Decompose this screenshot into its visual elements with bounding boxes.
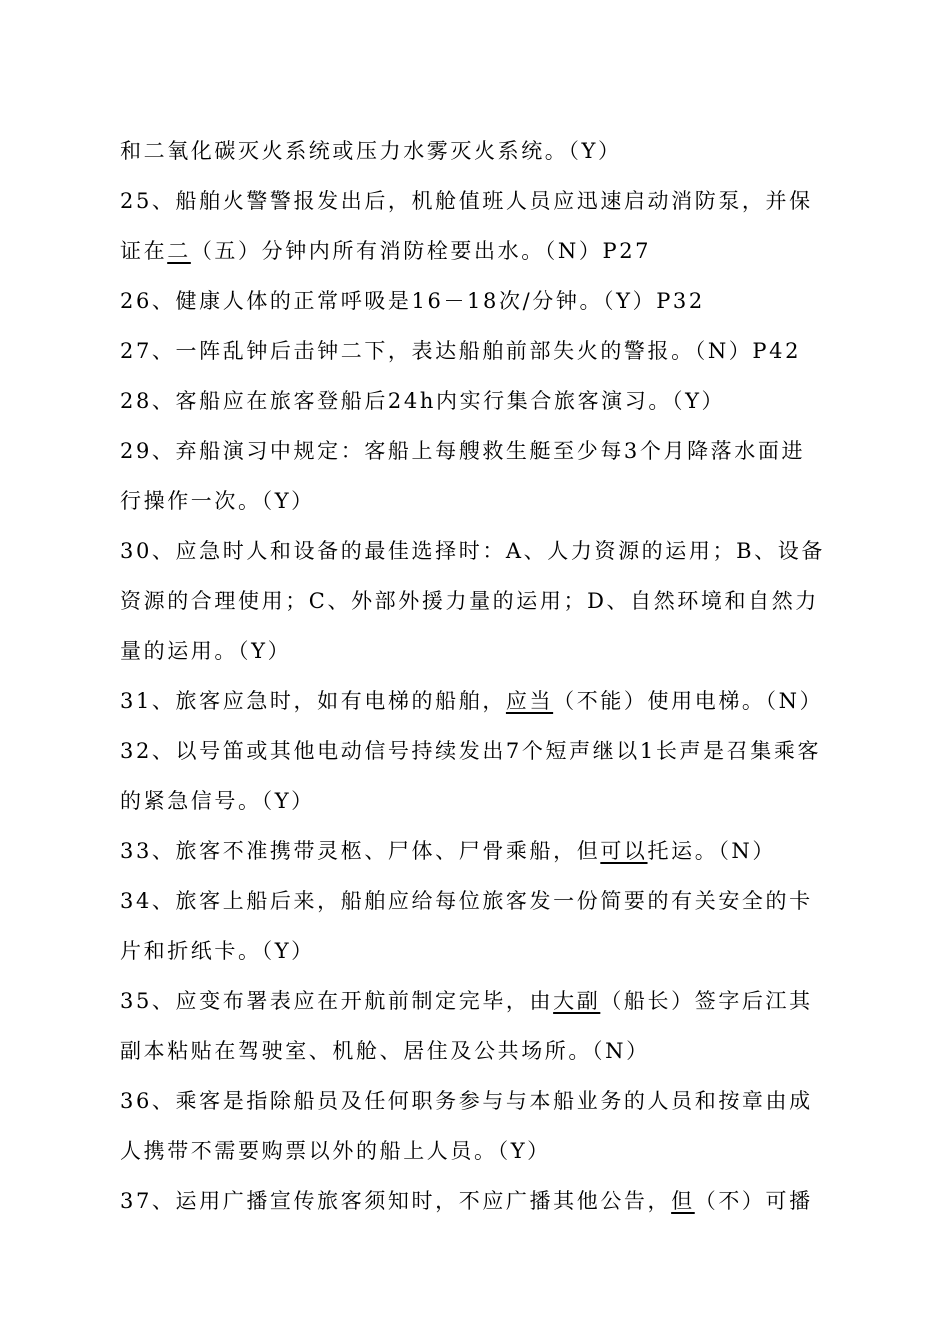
text-run: 人携带不需要购票以外的船上人员。（Y） (120, 1139, 551, 1163)
text-run: （五）分钟内所有消防栓要出水。（N）P27 (190, 239, 652, 263)
text-run: （船长）签字后江其 (600, 989, 813, 1013)
text-line (120, 826, 834, 876)
text-run: 的紧急信号。（Y） (120, 789, 315, 813)
underlined-text: 但 (671, 1189, 695, 1213)
text-run: 副本粘贴在驾驶室、机舱、居住及公共场所。（N） (120, 1039, 650, 1063)
text-line (120, 476, 834, 526)
text-run: 26、健康人体的正常呼吸是16－18次/分钟。（Y）P32 (120, 289, 705, 313)
text-line (120, 776, 834, 826)
text-line (120, 176, 834, 226)
underlined-text: 大副 (553, 989, 601, 1013)
text-line (120, 276, 834, 326)
text-line (120, 1176, 834, 1226)
text-line (120, 876, 834, 926)
text-run: 31、旅客应急时，如有电梯的船舶， (120, 689, 506, 713)
text-run: 片和折纸卡。（Y） (120, 939, 315, 963)
document-page (120, 126, 834, 1226)
text-run: 29、弃船演习中规定：客船上每艘救生艇至少每3个月降落水面进 (120, 439, 806, 463)
text-line (120, 1126, 834, 1176)
text-line (120, 1076, 834, 1126)
text-line (120, 726, 834, 776)
text-run: 27、一阵乱钟后击钟二下，表达船舶前部失火的警报。（N）P42 (120, 339, 802, 363)
text-run: 33、旅客不准携带灵柩、尸体、尸骨乘船，但 (120, 839, 601, 863)
text-line (120, 926, 834, 976)
text-run: 37、运用广播宣传旅客须知时，不应广播其他公告， (120, 1189, 672, 1213)
text-run: 36、乘客是指除船员及任何职务参与与本船业务的人员和按章由成 (120, 1089, 813, 1113)
text-run: 32、以号笛或其他电动信号持续发出7个短声继以1长声是召集乘客 (120, 739, 822, 763)
text-run: 资源的合理使用；C、外部外援力量的运用；D、自然环境和自然力 (120, 589, 819, 613)
text-run: 行操作一次。（Y） (120, 489, 315, 513)
text-line (120, 226, 834, 276)
text-run: （不能）使用电梯。（N） (553, 689, 824, 713)
text-run: 量的运用。（Y） (120, 639, 292, 663)
text-line (120, 576, 834, 626)
underlined-text: 应当 (505, 689, 554, 713)
text-line (120, 976, 834, 1026)
text-line (120, 126, 834, 176)
text-run: 30、应急时人和设备的最佳选择时：A、人力资源的运用；B、设备 (120, 539, 825, 563)
text-line (120, 326, 834, 376)
text-run: （不）可播 (694, 1189, 813, 1213)
text-run: 35、应变布署表应在开航前制定完毕，由 (120, 989, 554, 1013)
underlined-text: 可以 (600, 839, 648, 863)
text-run: 25、船舶火警警报发出后，机舱值班人员应迅速启动消防泵，并保 (120, 189, 813, 213)
text-run: 和二氧化碳灭火系统或压力水雾灭火系统。（Y） (120, 139, 622, 163)
underlined-text: 二 (167, 239, 191, 263)
text-run: 证在 (120, 239, 168, 263)
text-run: 28、客船应在旅客登船后24h内实行集合旅客演习。（Y） (120, 389, 726, 413)
text-line (120, 376, 834, 426)
text-line (120, 676, 834, 726)
text-line (120, 426, 834, 476)
text-line (120, 626, 834, 676)
text-run: 34、旅客上船后来，船舶应给每位旅客发一份简要的有关安全的卡 (120, 889, 813, 913)
text-line (120, 526, 834, 576)
text-line (120, 1026, 834, 1076)
text-run: 托运。（N） (647, 839, 777, 863)
